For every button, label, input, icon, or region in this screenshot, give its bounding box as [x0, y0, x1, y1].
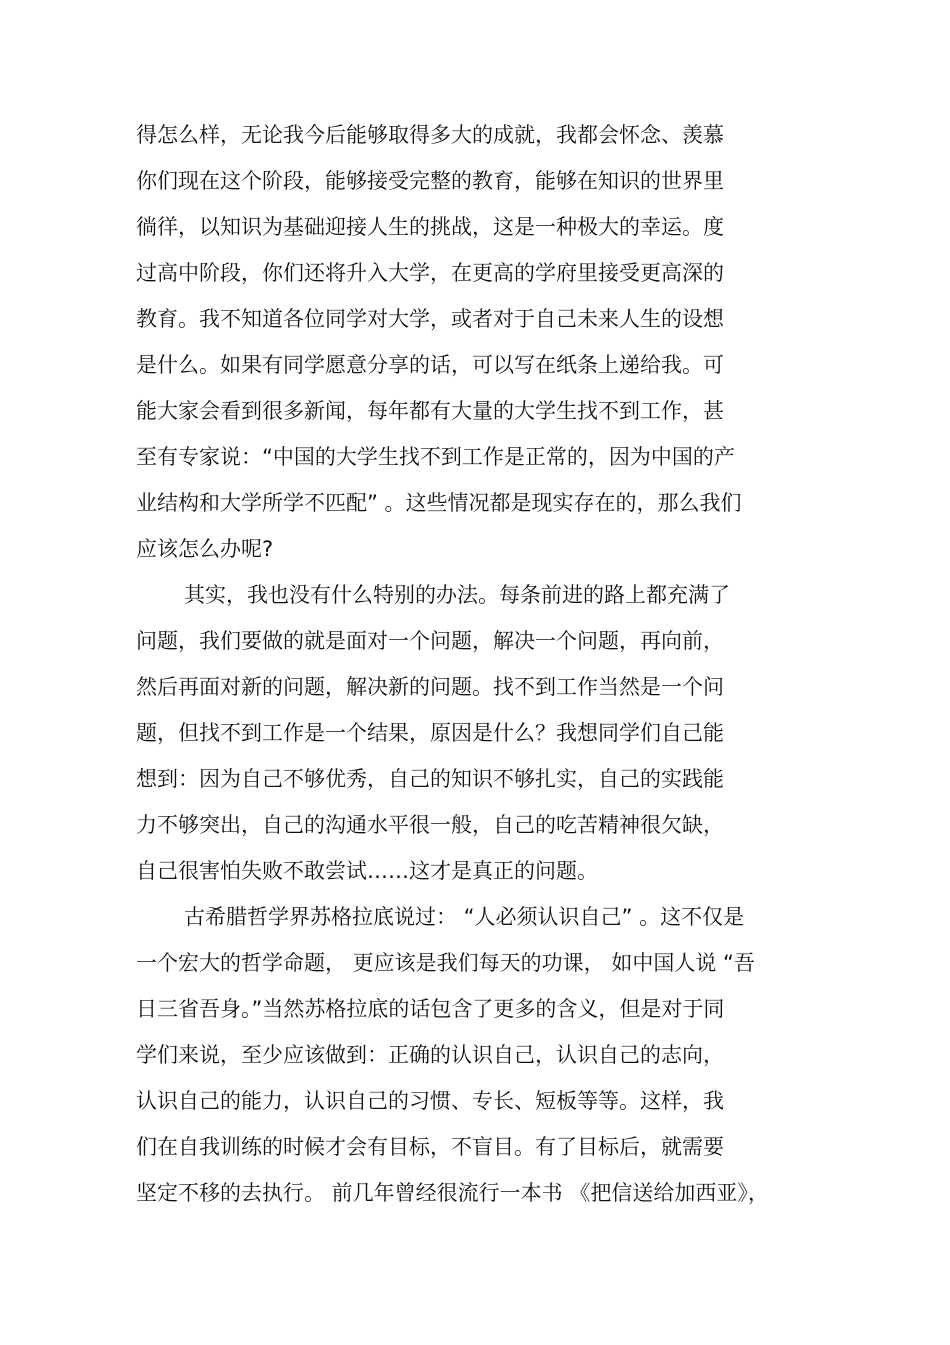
text-line: 其实，我也没有什么特别的办法。每条前进的路上都充满了 [184, 583, 730, 607]
text-line: 过高中阶段，你们还将升入大学，在更高的学府里接受更高深的 [136, 261, 724, 285]
text-line: 题，但找不到工作是一个结果，原因是什么？我想同学们自己能 [136, 721, 724, 745]
text-line: 得怎么样，无论我今后能够取得多大的成就，我都会怀念、羡慕 [136, 123, 724, 147]
text-line: 认识自己的能力，认识自己的习惯、专长、短板等等。这样，我 [136, 1089, 724, 1113]
text-line: 徜徉，以知识为基础迎接人生的挑战，这是一种极大的幸运。度 [136, 215, 724, 239]
text-line: 应该怎么办呢? [136, 537, 274, 561]
text-line: 日三省吾身。”当然苏格拉底的话包含了更多的含义，但是对于同 [136, 997, 725, 1021]
text-line: 业结构和大学所学不匹配” 。这些情况都是现实存在的，那么我们 [136, 491, 742, 515]
text-line: 力不够突出，自己的沟通水平很一般，自己的吃苦精神很欠缺， [136, 813, 724, 837]
text-line: 们在自我训练的时候才会有目标，不盲目。有了目标后，就需要 [136, 1135, 724, 1159]
text-line: 你们现在这个阶段，能够接受完整的教育，能够在知识的世界里 [136, 169, 724, 193]
text-line: 能大家会看到很多新闻，每年都有大量的大学生找不到工作，甚 [136, 399, 724, 423]
text-line: 自己很害怕失败不敢尝试……这才是真正的问题。 [136, 859, 598, 883]
body-text [136, 112, 836, 1216]
text-line: 坚定不移的去执行。 前几年曾经很流行一本书 《把信送给加西亚》， [136, 1181, 769, 1205]
text-line: 问题，我们要做的就是面对一个问题，解决一个问题，再向前， [136, 629, 724, 653]
text-line: 然后再面对新的问题，解决新的问题。找不到工作当然是一个问 [136, 675, 724, 699]
text-line: 学们来说，至少应该做到：正确的认识自己，认识自己的志向， [136, 1043, 724, 1067]
text-line: 古希腊哲学界苏格拉底说过： “人必须认识自己” 。这不仅是 [184, 905, 745, 929]
text-line: 是什么。如果有同学愿意分享的话，可以写在纸条上递给我。可 [136, 353, 724, 377]
text-line: 想到：因为自己不够优秀，自己的知识不够扎实，自己的实践能 [136, 767, 724, 791]
text-line: 至有专家说：“中国的大学生找不到工作是正常的，因为中国的产 [136, 445, 735, 469]
text-line: 教育。我不知道各位同学对大学，或者对于自己未来人生的设想 [136, 307, 724, 331]
text-line: 一个宏大的哲学命题， 更应该是我们每天的功课， 如中国人说 “吾 [136, 951, 755, 975]
